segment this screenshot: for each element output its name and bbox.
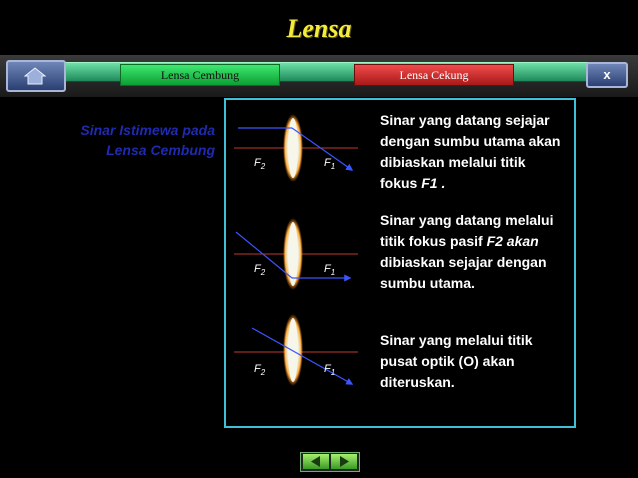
next-button[interactable] bbox=[331, 454, 357, 469]
description-parallel bbox=[380, 110, 565, 194]
description-emphasis: F2 akan bbox=[486, 233, 539, 249]
page-title: Lensa bbox=[286, 14, 352, 43]
lens-core bbox=[288, 318, 298, 382]
f2-label: $F_2$ bbox=[254, 263, 266, 277]
arrow-right-icon bbox=[339, 456, 349, 467]
description-emphasis: F1 . bbox=[421, 175, 446, 191]
f1-label: $F_1$ bbox=[324, 363, 336, 377]
description-text: dibiaskan sejajar dengan sumbu utama. bbox=[380, 254, 547, 291]
diagram-center-ray bbox=[234, 314, 358, 386]
description-text: Sinar yang datang sejajar dengan sumbu utama akan dibiaskan melalui titik fokus bbox=[380, 112, 561, 191]
lens-core bbox=[288, 118, 298, 178]
diagram-parallel-ray bbox=[234, 114, 358, 182]
tab-lensa-cembung[interactable]: Lensa Cembung bbox=[120, 64, 280, 86]
f1-label: $F_1$ bbox=[324, 263, 336, 277]
description-text: Sinar yang datang melalui titik fokus pasif bbox=[380, 212, 554, 249]
arrow-left-icon bbox=[311, 456, 321, 467]
tab-lensa-cekung[interactable]: Lensa Cekung bbox=[354, 64, 514, 86]
f2-label: $F_2$ bbox=[254, 363, 266, 377]
description-focal bbox=[380, 210, 565, 294]
f2-label: $F_2$ bbox=[254, 157, 266, 171]
close-button[interactable]: x bbox=[586, 62, 628, 88]
slide-navigation bbox=[300, 452, 360, 472]
f1-label: $F_1$ bbox=[324, 157, 336, 171]
section-label: Sinar Istimewa pada Lensa Cembung bbox=[80, 122, 215, 158]
description-center: Sinar yang melalui titik pusat optik (O) akan diteruskan. bbox=[380, 332, 533, 390]
diagram-focal-ray bbox=[234, 218, 358, 290]
previous-button[interactable] bbox=[303, 454, 329, 469]
